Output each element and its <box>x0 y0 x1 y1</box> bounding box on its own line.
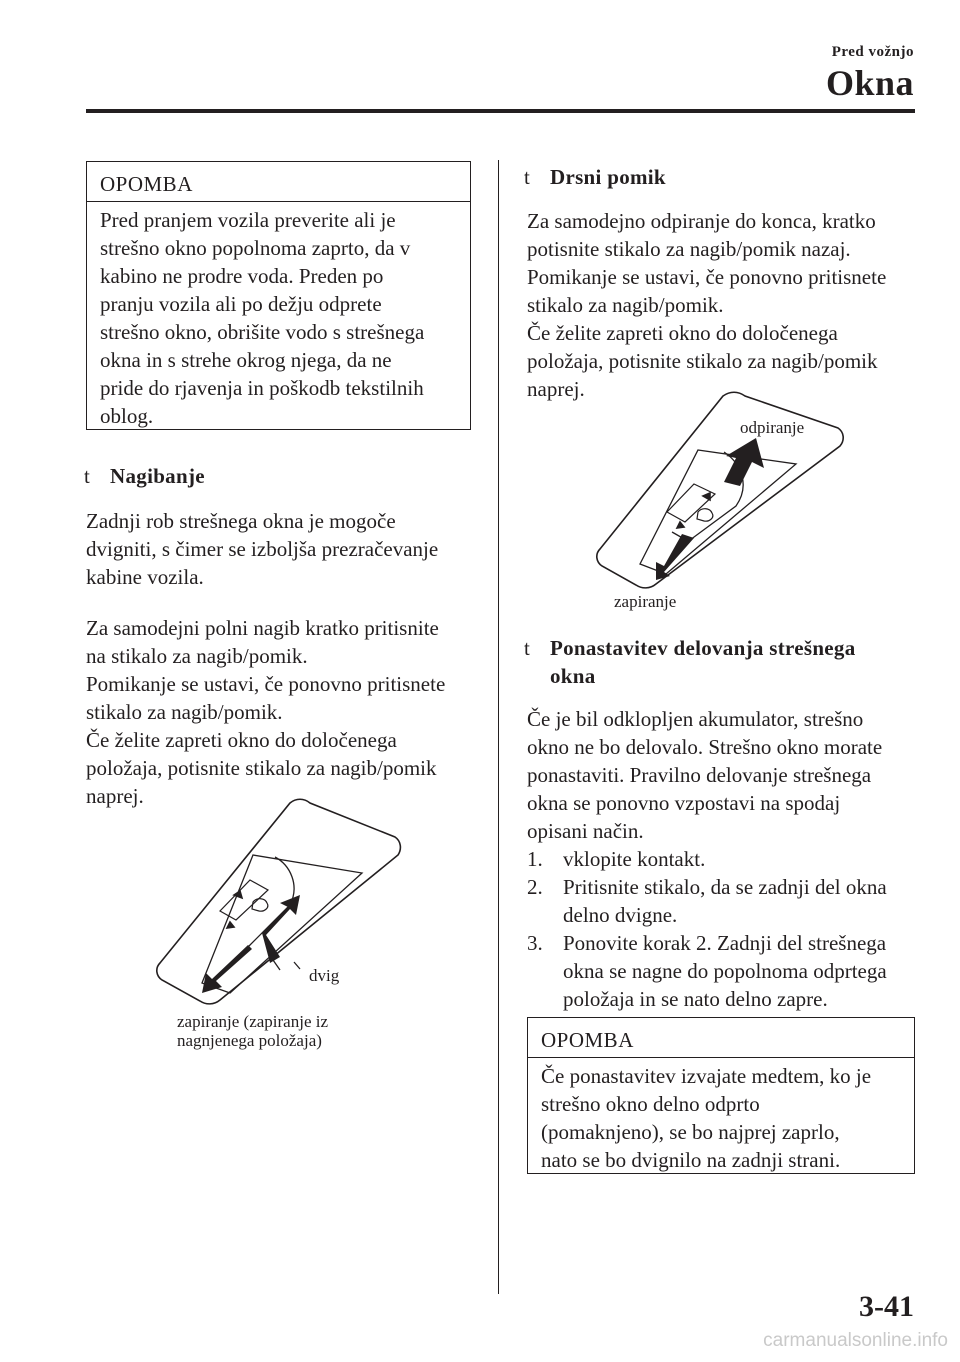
step-text: položaja in se nato delno zapre. <box>563 987 828 1011</box>
chapter-title: Okna <box>825 63 914 103</box>
step-text: Ponovite korak 2. Zadnji del strešnega <box>563 931 887 955</box>
step-number: 3. <box>527 931 543 955</box>
bullet-marker: t <box>524 165 531 189</box>
reset-steps <box>527 845 887 1013</box>
text-line: Če želite zapreti okno do določenega <box>527 321 838 345</box>
text-line: Zadnji rob strešnega okna je mogoče <box>86 509 396 533</box>
text-line: naprej. <box>86 784 144 808</box>
heading-text: okna <box>550 664 596 688</box>
step-text: Pritisnite stikalo, da se zadnji del okna <box>563 875 887 899</box>
text-line: potisnite stikalo za nagib/pomik nazaj. <box>527 237 851 261</box>
note-box-washing <box>86 161 471 430</box>
reset-paragraph <box>527 705 882 845</box>
text-line: stikalo za nagib/pomik. <box>86 700 283 724</box>
text-line: Pomikanje se ustavi, če ponovno pritisnete <box>86 672 446 696</box>
note-line: strešno okno, obrišite vodo s strešnega <box>100 320 425 344</box>
column-divider <box>498 160 499 1294</box>
tilt-paragraph-1 <box>86 507 438 591</box>
note-line: strešno okno delno odprto <box>541 1092 760 1116</box>
label-open: odpiranje <box>740 418 805 437</box>
watermark: carmanualsonline.info <box>763 1330 948 1351</box>
step-number: 1. <box>527 847 543 871</box>
note-line: kabino ne prodre voda. Preden po <box>100 264 384 288</box>
bullet-marker: t <box>524 636 531 660</box>
list-item <box>527 929 887 957</box>
heading-text: Drsni pomik <box>550 165 666 189</box>
heading-tilt <box>84 462 205 490</box>
note-line: Če ponastavitev izvajate medtem, ko je <box>541 1064 872 1088</box>
arrow-open-icon <box>724 438 764 486</box>
tilt-switch-illustration <box>150 795 410 1010</box>
text-line: Za samodejni polni nagib kratko pritisnite <box>86 616 439 640</box>
slide-paragraph <box>527 207 886 403</box>
text-line: kabine vozila. <box>86 565 204 589</box>
bullet-marker: t <box>84 464 91 488</box>
text-line: Če je bil odklopljen akumulator, strešno <box>527 707 864 731</box>
tilt-paragraph-2 <box>86 614 445 810</box>
text-line: dvigniti, s čimer se izboljša prezračevanje <box>86 537 439 561</box>
note-line: Pred pranjem vozila preverite ali je <box>100 208 396 232</box>
label-close-from-tilt <box>177 1012 328 1050</box>
heading-text: Ponastavitev delovanja strešnega <box>550 636 856 660</box>
note-body <box>528 1058 914 1174</box>
note-line: strešno okno popolnoma zaprto, da v <box>100 236 411 260</box>
step-text: vklopite kontakt. <box>563 847 706 871</box>
text-line: na stikalo za nagib/pomik. <box>86 644 308 668</box>
heading-text: Nagibanje <box>110 464 205 488</box>
page-number: 3-41 <box>859 1290 914 1323</box>
note-title: OPOMBA <box>528 1018 914 1058</box>
caption-line: nagnjenega položaja) <box>177 1031 322 1050</box>
note-title: OPOMBA <box>87 162 470 202</box>
note-body <box>87 202 470 430</box>
text-line: okna se ponovno vzpostavi na spodaj <box>527 791 841 815</box>
label-up: dvig <box>309 966 340 985</box>
note-line: nato se bo dvignilo na zadnji strani. <box>541 1148 841 1172</box>
list-item <box>527 873 887 901</box>
note-line: oblog. <box>100 404 154 428</box>
note-box-reset <box>527 1017 915 1174</box>
header-rule <box>86 109 915 113</box>
arrow-close-icon <box>202 945 252 993</box>
text-line: okno ne bo delovalo. Strešno okno morate <box>527 735 883 759</box>
text-line: opisani način. <box>527 819 644 843</box>
text-line: Za samodejno odpiranje do konca, kratko <box>527 209 876 233</box>
caption-line: zapiranje (zapiranje iz <box>177 1012 329 1031</box>
text-line: Pomikanje se ustavi, če ponovno pritisnete <box>527 265 887 289</box>
note-line: okna in s strehe okrog njega, da ne <box>100 348 392 372</box>
text-line: Če želite zapreti okno do določenega <box>86 728 397 752</box>
section-label: Pred vožnjo <box>831 44 914 60</box>
list-item <box>527 845 887 873</box>
text-line: naprej. <box>527 377 585 401</box>
step-number: 2. <box>527 875 543 899</box>
text-line: položaja, potisnite stikalo za nagib/pomik <box>527 349 878 373</box>
arrow-close-icon <box>656 534 694 580</box>
note-line: pride do rjavenja in poškodb tekstilnih <box>100 376 424 400</box>
text-line: ponastaviti. Pravilno delovanje strešnega <box>527 763 872 787</box>
note-line: (pomaknjeno), se bo najprej zaprlo, <box>541 1120 840 1144</box>
heading-reset <box>524 634 856 690</box>
text-line: stikalo za nagib/pomik. <box>527 293 724 317</box>
heading-slide <box>524 163 666 191</box>
label-close: zapiranje <box>614 592 677 611</box>
step-text: okna se nagne do popolnoma odprtega <box>563 959 887 983</box>
slide-switch-illustration <box>590 388 860 593</box>
note-line: pranju vozila ali po dežju odprete <box>100 292 382 316</box>
text-line: položaja, potisnite stikalo za nagib/pomik <box>86 756 437 780</box>
step-text: delno dvigne. <box>563 903 678 927</box>
